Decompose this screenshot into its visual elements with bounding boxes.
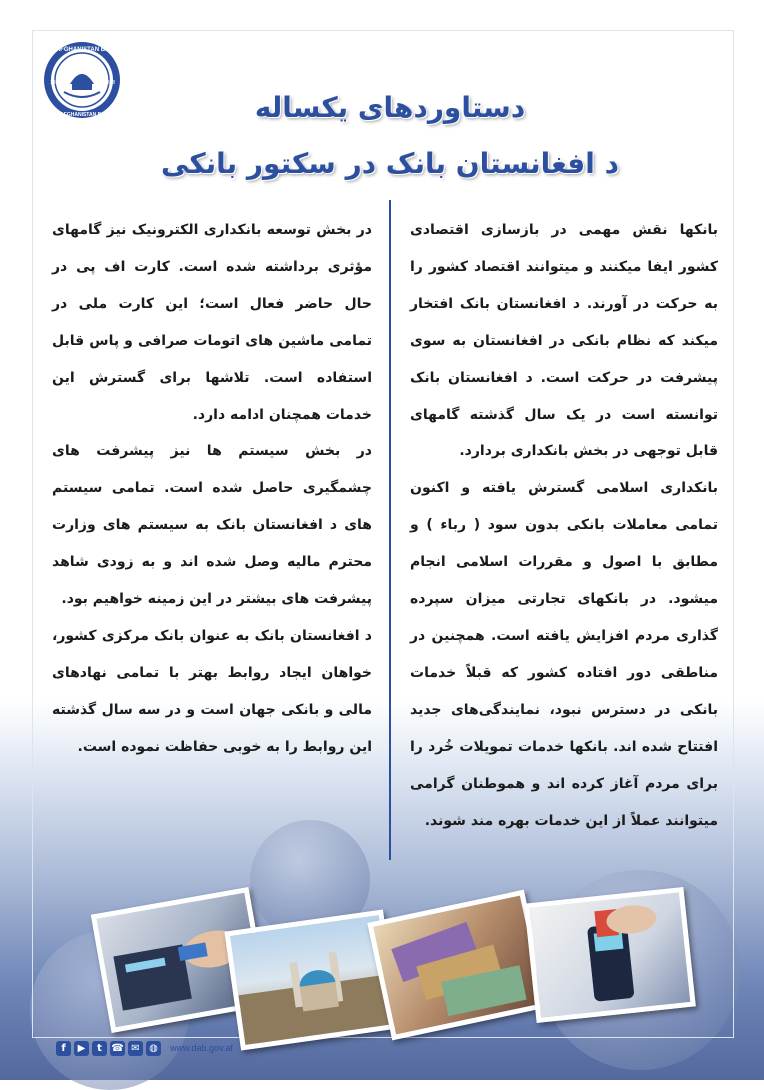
column-divider	[389, 200, 391, 860]
left-text-column	[52, 212, 372, 766]
social-footer	[56, 1038, 233, 1058]
website-url[interactable]: www.dab.gov.af	[170, 1043, 233, 1053]
paragraph: در بخش توسعه بانکداری الکترونیک نیز گامهای مؤثری برداشته شده است. کارت اف پی در حال حاضر فعال است؛ این کارت ملی در تمامی ماشین های اتومات صرافی و پاس قابل استفاده است. تلاشها برای گسترش این خدمات همچنان ادامه دارد.	[52, 222, 372, 423]
email-icon[interactable]: ✉	[128, 1041, 143, 1056]
logo-year-right: 1318	[104, 80, 116, 86]
title-line-1: دستاوردهای یکساله	[254, 91, 526, 124]
page-title	[140, 80, 640, 192]
logo-bottom-text: DA AFGHANISTAN BANK	[51, 112, 113, 118]
globe-icon[interactable]: ◍	[146, 1041, 161, 1056]
photo-pos-terminal	[524, 887, 696, 1023]
bank-logo	[42, 40, 122, 120]
pos-terminal-image	[530, 892, 691, 1017]
logo-year-left: 1939	[50, 80, 62, 86]
banknotes-image	[373, 896, 543, 1035]
phone-icon[interactable]: ☎	[111, 1042, 124, 1054]
twitter-icon[interactable]: t	[92, 1041, 107, 1056]
paragraph: بانکداری اسلامی گسترش یافته و اکنون تمامی معاملات بانکی بدون سود ( رباء ) و مطابق با اصول و مقررات اسلامی انجام میشود. در بانکهای تجارتی میزان سپرده گذاری مردم افزایش یافته است. همچنین در مناطقی دور افتاده کشور که قبلاً خدمات بانکی در دسترس نبود، نمایندگی‌های جدید افتتاح شده اند. بانکها خدمات تمویلات خُرد را برای مردم آغاز کرده اند و هموطنان گرامی میتوانند عملاً از این خدمات بهره مند شوند.	[410, 480, 718, 829]
youtube-icon[interactable]: ▶	[74, 1041, 89, 1056]
paragraph: بانکها نقش مهمی در بازسازی اقتصادی کشور ایفا میکنند و میتوانند اقتصاد کشور را به حرکت در آورند. د افغانستان بانک افتخار میکند که نظام بانکی در افغانستان به سوی پیشرفت در حرکت است. د افغانستان بانک توانسته است در یک سال گذشته گامهای قابل توجهی در بخش بانکداری بردارد.	[410, 222, 718, 460]
logo-top-text: DA AFGHANISTAN BANK	[45, 47, 119, 53]
paragraph: در بخش سیستم ها نیز پیشرفت های چشمگیری حاصل شده است. تمامی سیستم های د افغانستان بانک به سیستم های وزارت محترم مالیه وصل شده اند و به زودی شاهد پیشرفت های بیشتر در این زمینه خواهیم بود.	[52, 443, 372, 608]
paragraph: د افغانستان بانک به عنوان بانک مرکزی کشور، خواهان ایجاد روابط بهتر با تمامی نهادهای مالی و بانکی جهان است و در سه سال گذشته این روابط را به خوبی حفاظت نموده است.	[52, 627, 372, 755]
title-line-2: د افغانستان بانک در سکتور بانکی	[161, 147, 619, 180]
facebook-icon[interactable]: f	[56, 1041, 71, 1056]
right-text-column	[410, 212, 718, 839]
